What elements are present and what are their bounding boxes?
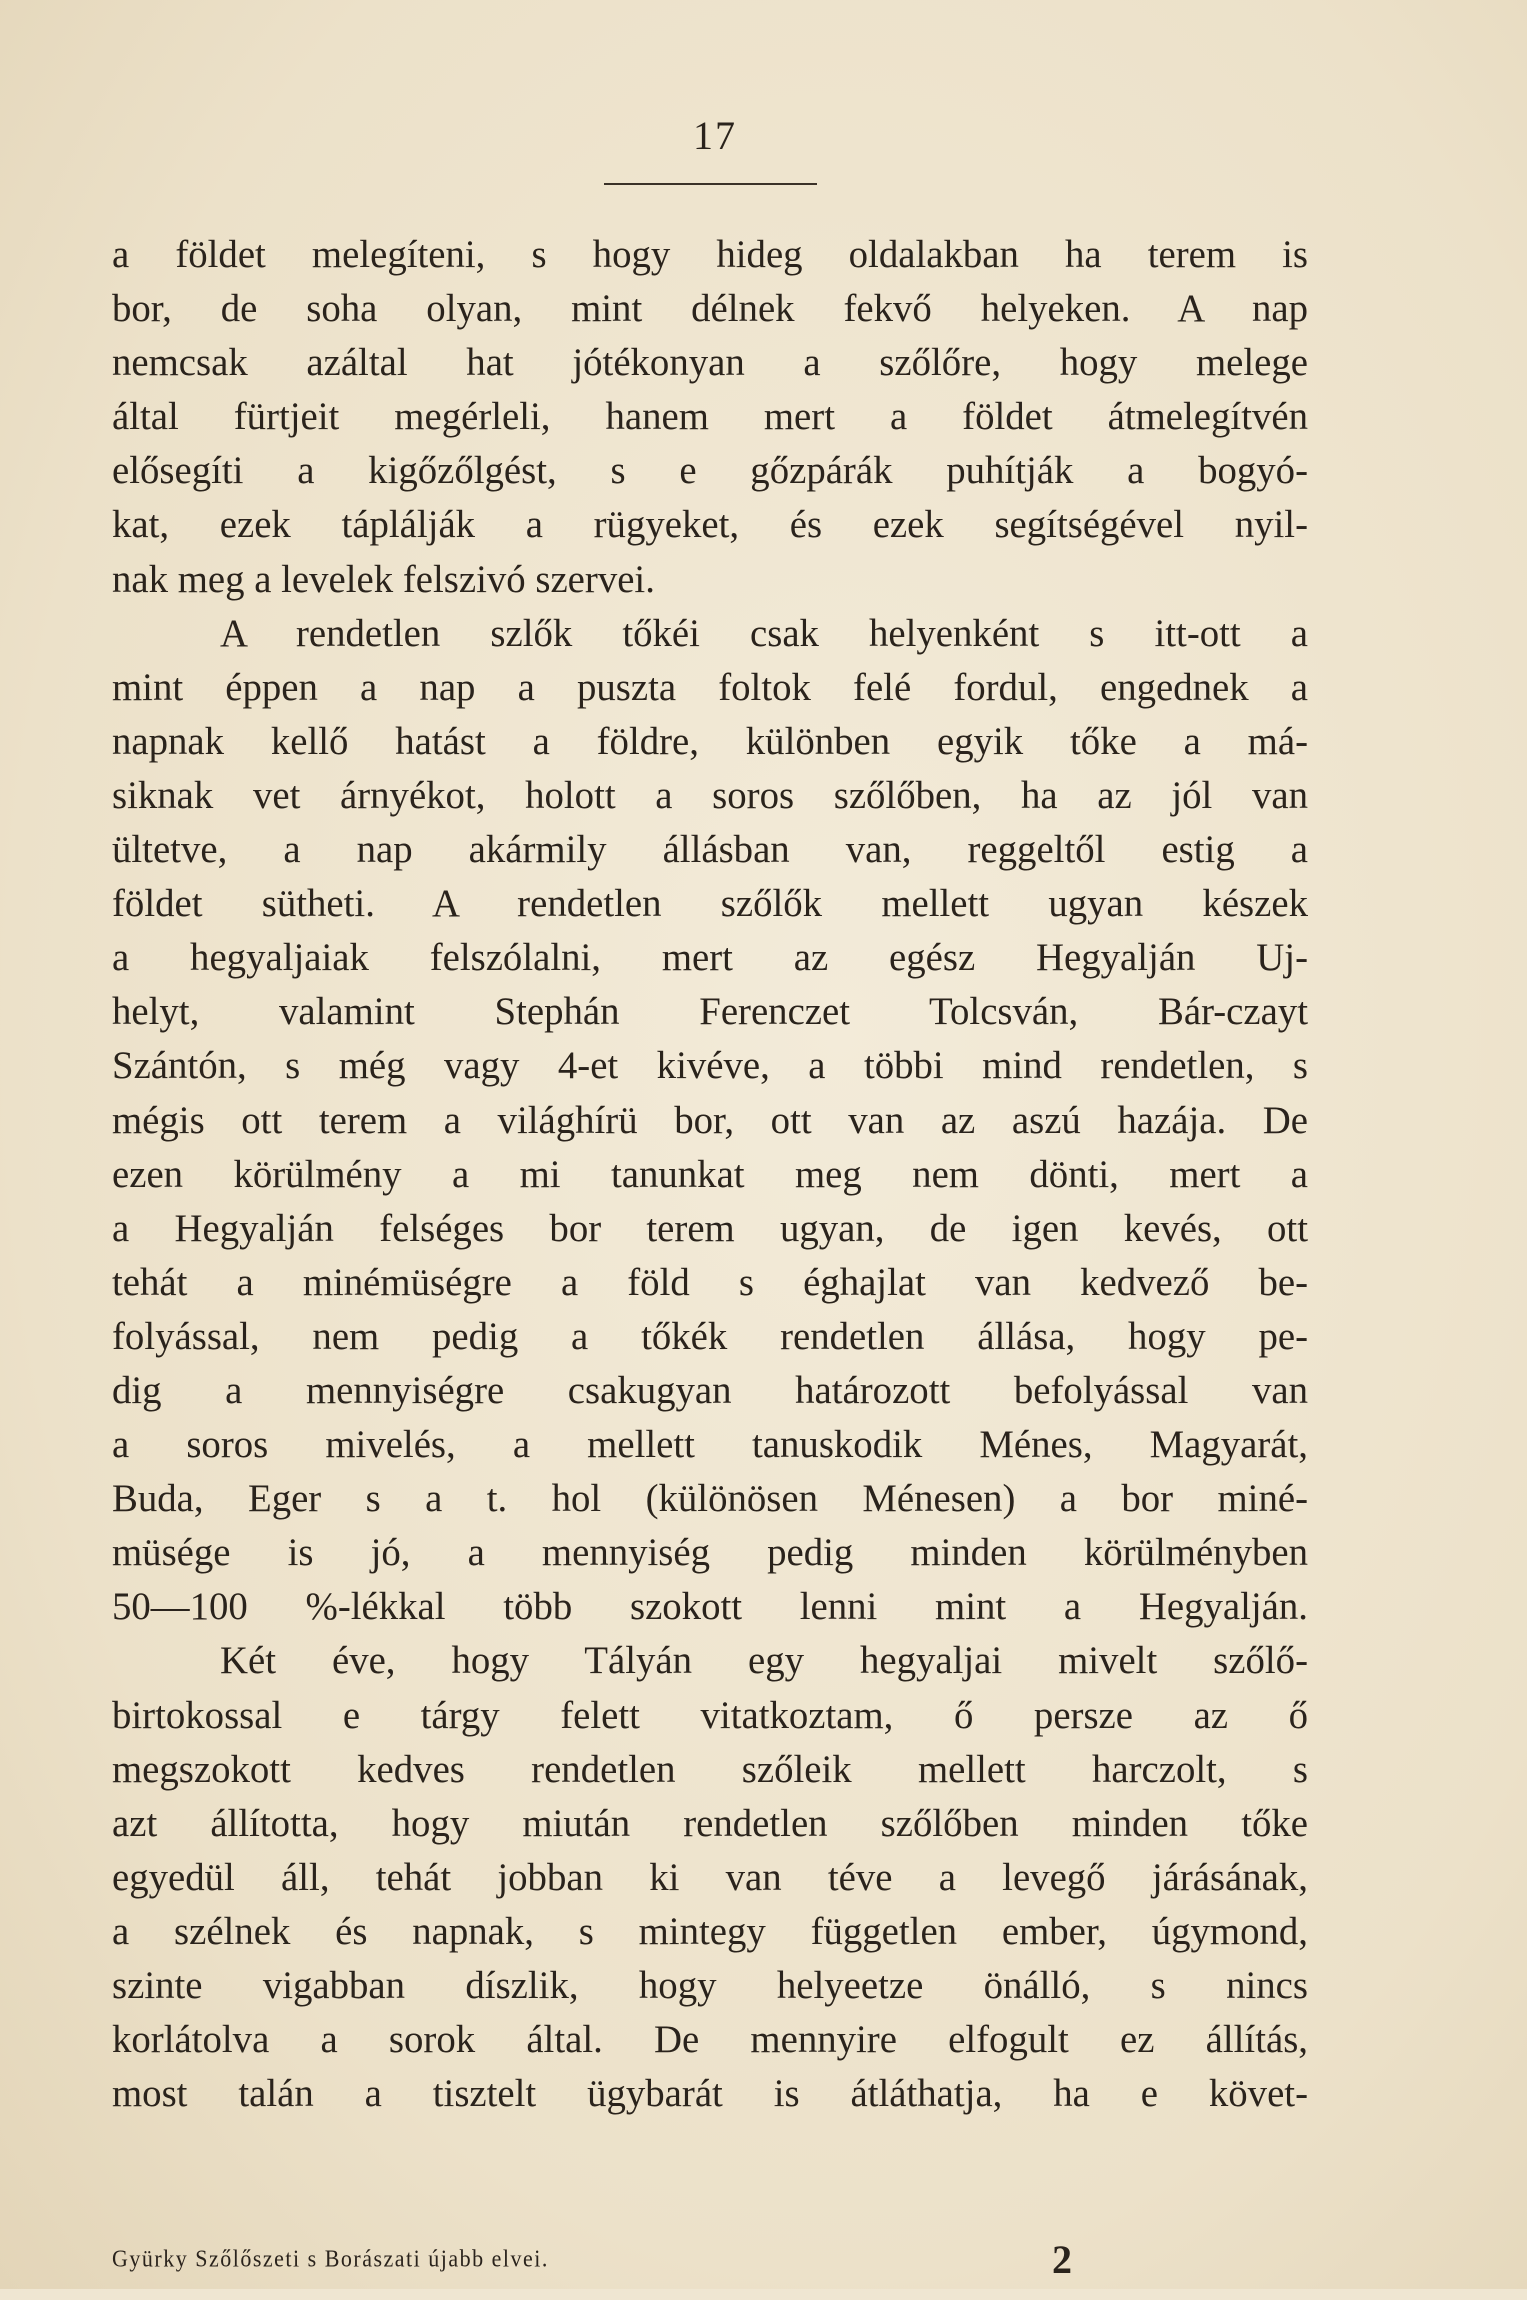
text-line: a hegyaljaiak felszólalni, mert az egész Hegyalján Uj- xyxy=(112,936,1308,980)
text-line: folyással, nem pedig a tőkék rendetlen állása, hogy pe- xyxy=(112,1314,1308,1358)
text-line: Szántón, s még vagy 4-et kivéve, a többi mind rendetlen, s xyxy=(112,1044,1308,1088)
text-line: megszokott kedves rendetlen szőleik mellett harczolt, s xyxy=(112,1747,1308,1791)
sheet-number: 2 xyxy=(1052,2237,1072,2282)
text-line: Két éve, hogy Tályán egy hegyaljai mivelt szőlő- xyxy=(220,1639,1308,1683)
footer-signature: Gyürky Szőlőszeti s Borászati újabb elvei. xyxy=(112,2244,549,2273)
text-line: siknak vet árnyékot, holott a soros szőlőben, ha az jól van xyxy=(112,773,1308,817)
text-line: szinte vigabban díszlik, hogy helyeetze önálló, s nincs xyxy=(112,1964,1308,2007)
body-text xyxy=(112,228,1308,2121)
text-line: kat, ezek táplálják a rügyeket, és ezek segítségével nyil- xyxy=(112,503,1308,547)
text-line: mint éppen a nap a puszta foltok felé fordul, engednek a xyxy=(112,665,1308,709)
text-line: egyedül áll, tehát jobban ki van téve a levegő járásának, xyxy=(112,1855,1308,1899)
text-line: dig a mennyiségre csakugyan határozott befolyással van xyxy=(112,1368,1308,1412)
text-line: elősegíti a kigőzőlgést, s e gőzpárák puhítják a bogyó- xyxy=(112,449,1308,493)
text-line: azt állította, hogy miután rendetlen szőlőben minden tőke xyxy=(112,1801,1308,1845)
text-line: birtokossal e tárgy felett vitatkoztam, ő persze az ő xyxy=(112,1693,1308,1737)
text-line: földet sütheti. A rendetlen szőlők mellett ugyan készek xyxy=(112,882,1308,926)
text-line: 50—100 %-lékkal több szokott lenni mint a Hegyalján. xyxy=(112,1585,1308,1629)
text-line: mégis ott terem a világhírü bor, ott van az aszú hazája. De xyxy=(112,1098,1308,1142)
text-line: a Hegyalján felséges bor terem ugyan, de igen kevés, ott xyxy=(112,1206,1308,1250)
header-rule xyxy=(604,183,817,185)
text-line: bor, de soha olyan, mint délnek fekvő helyeken. A nap xyxy=(112,287,1308,331)
page-number: 17 xyxy=(693,113,737,158)
page-footer xyxy=(112,2237,1308,2300)
text-line: a földet melegíteni, s hogy hideg oldalakban ha terem is xyxy=(112,233,1308,276)
text-line: müsége is jó, a mennyiség pedig minden körülményben xyxy=(112,1531,1308,1575)
text-line: ültetve, a nap akármily állásban van, reggeltől estig a xyxy=(112,828,1308,872)
text-line: tehát a minémüségre a föld s éghajlat van kedvező be- xyxy=(112,1260,1308,1304)
text-line: A rendetlen szlők tőkéi csak helyenként s itt-ott a xyxy=(220,611,1308,655)
text-line: nak meg a levelek felszivó szervei. xyxy=(112,557,655,601)
text-line: által fürtjeit megérleli, hanem mert a földet átmelegítvén xyxy=(112,395,1308,439)
text-line: korlátolva a sorok által. De mennyire elfogult ez állítás, xyxy=(112,2018,1308,2062)
text-line: a szélnek és napnak, s mintegy független ember, úgymond, xyxy=(112,1909,1308,1953)
text-line: napnak kellő hatást a földre, különben egyik tőke a má- xyxy=(112,719,1308,763)
text-line: ezen körülmény a mi tanunkat meg nem dönti, mert a xyxy=(112,1152,1308,1196)
text-line: most talán a tisztelt ügybarát is átláthatja, ha e követ- xyxy=(112,2072,1308,2116)
text-line: a soros mivelés, a mellett tanuskodik Ménes, Magyarát, xyxy=(112,1423,1308,1467)
text-line: helyt, valamint Stephán Ferenczet Tolcsván, Bár-czayt xyxy=(112,990,1308,1034)
text-line: Buda, Eger s a t. hol (különösen Ménesen) a bor miné- xyxy=(112,1477,1308,1521)
text-line: nemcsak azáltal hat jótékonyan a szőlőre, hogy melege xyxy=(112,341,1308,385)
